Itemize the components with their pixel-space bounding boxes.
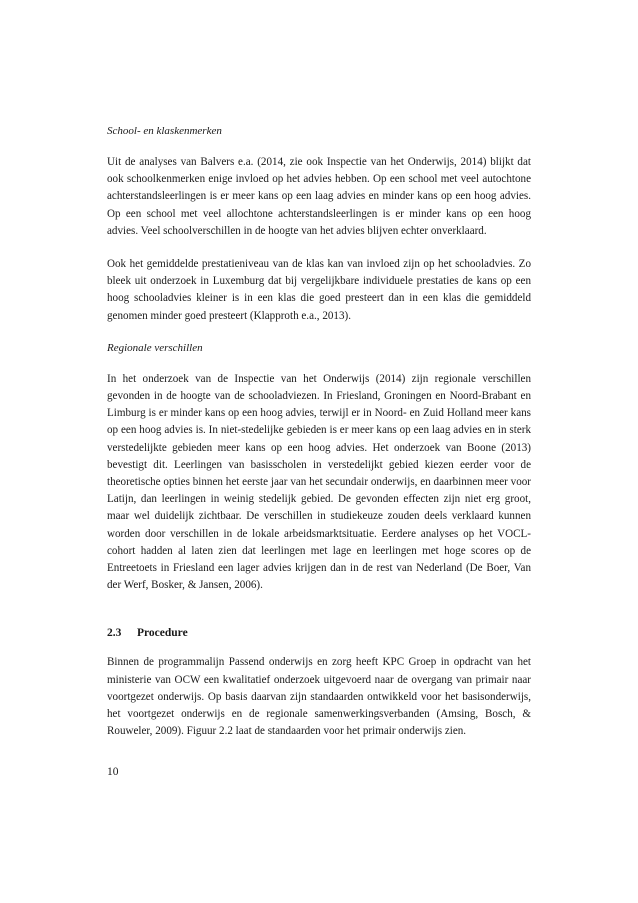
paragraph-regional-1: In het onderzoek van de Inspectie van het Onderwijs (2014) zijn regionale verschillen gevonden in de hoogte van de schooladviezen. In Friesland, Groningen en Noord-Brabant en Limburg is er minder kans op een hoog advies, terwijl er in Noord- en Zuid Holland meer kans op een hoog advies is. In niet-stedelijke gebieden is er meer kans op een laag advies en in sterk verstedelijkte gebieden meer kans op een hoog advies. Het onderzoek van Boone (2013) bevestigt dit. Leerlingen van basisscholen in verstedelijkt gebied kiezen eerder voor de theoretische opties binnen het eerste jaar van het secundair onderwijs, en daarbinnen meer voor Latijn, dan leerlingen in weinig stedelijk gebied. De gevonden effecten zijn niet erg groot, maar wel duidelijk zichtbaar. De verschillen in studiekeuze zouden deels verklaard kunnen worden door verschillen in de lokale arbeidsmarktsituatie. Eerdere analyses op het VOCL-cohort hadden al laten zien dat leerlingen met lage en leerlingen met hoge scores op de Entreetoets in Friesland een lager advies krijgen dan in de rest van Nederland (De Boer, Van der Werf, Bosker, & Jansen, 2006). bbox=[107, 372, 531, 592]
paragraph-school-1: Uit de analyses van Balvers e.a. (2014, zie ook Inspectie van het Onderwijs, 2014) blijkt dat ook schoolkenmerken enige invloed op het advies hebben. Op een school met veel autochtone achterstandsleerlingen is er meer kans op een laag advies en minder kans op een hoog advies. Op een school met veel allochtone achterstandsleerlingen is er minder kans op een hoog advies. Veel schoolverschillen in de hoogte van het advies blijven echter onverklaard. bbox=[107, 156, 531, 237]
subsection-heading-regional: Regionale verschillen bbox=[107, 341, 203, 354]
section-title: Procedure bbox=[137, 627, 188, 640]
page-content bbox=[107, 124, 531, 756]
page-number: 10 bbox=[107, 766, 119, 778]
subsection-heading-school: School- en klaskenmerken bbox=[107, 125, 222, 137]
paragraph-procedure: Binnen de programmalijn Passend onderwijs en zorg heeft KPC Groep in opdracht van het ministerie van OCW een kwalitatief onderzoek uitgevoerd naar de overgang van primair naar voortgezet onderwijs. Op basis daarvan zijn standaarden ontwikkeld voor het basisonderwijs, het voortgezet onderwijs en de regionale samenwerkingsverbanden (Amsing, Bosch, & Rouweler, 2009). Figuur 2.2 laat de standaarden voor het primair onderwijs zien. bbox=[107, 656, 531, 738]
section-heading-procedure bbox=[107, 626, 531, 640]
section-number: 2.3 bbox=[107, 627, 122, 640]
paragraph-school-2: Ook het gemiddelde prestatieniveau van de klas kan van invloed zijn op het schooladvies. Zo bleek uit onderzoek in Luxemburg dat bij vergelijkbare individuele prestaties de kans op een hoog schooladvies kleiner is in een klas die goed presteert dan in een klas die gemiddeld genomen minder goed presteert (Klapproth e.a., 2013). bbox=[107, 258, 531, 322]
